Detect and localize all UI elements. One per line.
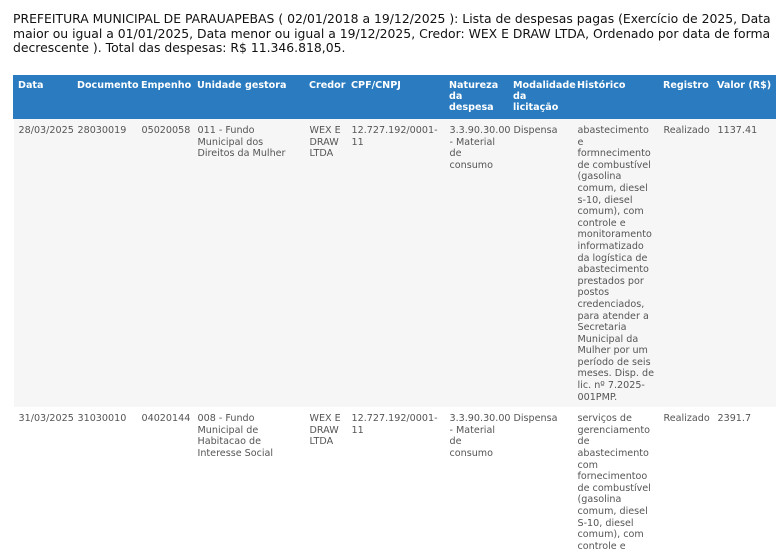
report-title: PREFEITURA MUNICIPAL DE PARAUAPEBAS ( 02/01/2018 a 19/12/2025 ): Lista de despesas pagas (Exercício de 2025, Data maior ou igual a 01/01/2025, Data menor ou igual a 19/12/2025, Credor: WEX E DRAW LTDA, Ordenado por data de forma decrescente ). Total das despesas: R$ 11.346.818,05. xyxy=(13,11,771,55)
cell-historico: serviços de gerenciamento de abastecimento com fornecimentoo de combustível (gasolina comum, diesel S-10, diesel comum), com controle e xyxy=(573,407,659,556)
header-unidade-gestora[interactable]: Unidade gestora xyxy=(193,75,305,119)
header-cpf-cnpj[interactable]: CPF/CNPJ xyxy=(347,75,445,119)
table-row xyxy=(14,407,776,556)
cell-unidade-gestora: 011 - Fundo Municipal dos Direitos da Mulher xyxy=(193,119,305,407)
header-credor[interactable]: Credor xyxy=(305,75,347,119)
table-row xyxy=(14,119,776,407)
cell-cpf-cnpj: 12.727.192/0001-11 xyxy=(347,407,445,556)
cell-valor: 1137.41 xyxy=(713,119,776,407)
cell-documento: 28030019 xyxy=(73,119,137,407)
cell-natureza: 3.3.90.30.00 - Material de consumo xyxy=(445,119,509,407)
cell-credor: WEX E DRAW LTDA xyxy=(305,407,347,556)
cell-credor: WEX E DRAW LTDA xyxy=(305,119,347,407)
header-valor[interactable]: Valor (R$) xyxy=(713,75,776,119)
cell-empenho: 04020144 xyxy=(137,407,193,556)
cell-empenho: 05020058 xyxy=(137,119,193,407)
cell-unidade-gestora: 008 - Fundo Municipal de Habitacao de Interesse Social xyxy=(193,407,305,556)
expenses-table xyxy=(13,75,776,556)
header-documento[interactable]: Documento xyxy=(73,75,137,119)
cell-natureza: 3.3.90.30.00 - Material de consumo xyxy=(445,407,509,556)
cell-cpf-cnpj: 12.727.192/0001-11 xyxy=(347,119,445,407)
header-data[interactable]: Data xyxy=(14,75,73,119)
cell-registro: Realizado xyxy=(659,119,713,407)
cell-data: 31/03/2025 xyxy=(14,407,73,556)
header-empenho[interactable]: Empenho xyxy=(137,75,193,119)
cell-valor: 2391.7 xyxy=(713,407,776,556)
header-natureza[interactable]: Natureza da despesa xyxy=(445,75,509,119)
header-modalidade[interactable]: Modalidade da licitação xyxy=(509,75,573,119)
cell-data: 28/03/2025 xyxy=(14,119,73,407)
header-registro[interactable]: Registro xyxy=(659,75,713,119)
table-header-row xyxy=(14,75,776,119)
cell-modalidade: Dispensa xyxy=(509,119,573,407)
header-historico[interactable]: Histórico xyxy=(573,75,659,119)
cell-historico: abastecimento e formnecimento de combustível (gasolina comum, diesel s-10, diesel comum), com controle e monitoramento informatizado da logística de abastecimento prestados por postos credenciados, para atender a Secretaria Municipal da Mulher por um período de seis meses. Disp. de lic. nº 7.2025-001PMP. xyxy=(573,119,659,407)
cell-documento: 31030010 xyxy=(73,407,137,556)
cell-modalidade: Dispensa xyxy=(509,407,573,556)
cell-registro: Realizado xyxy=(659,407,713,556)
